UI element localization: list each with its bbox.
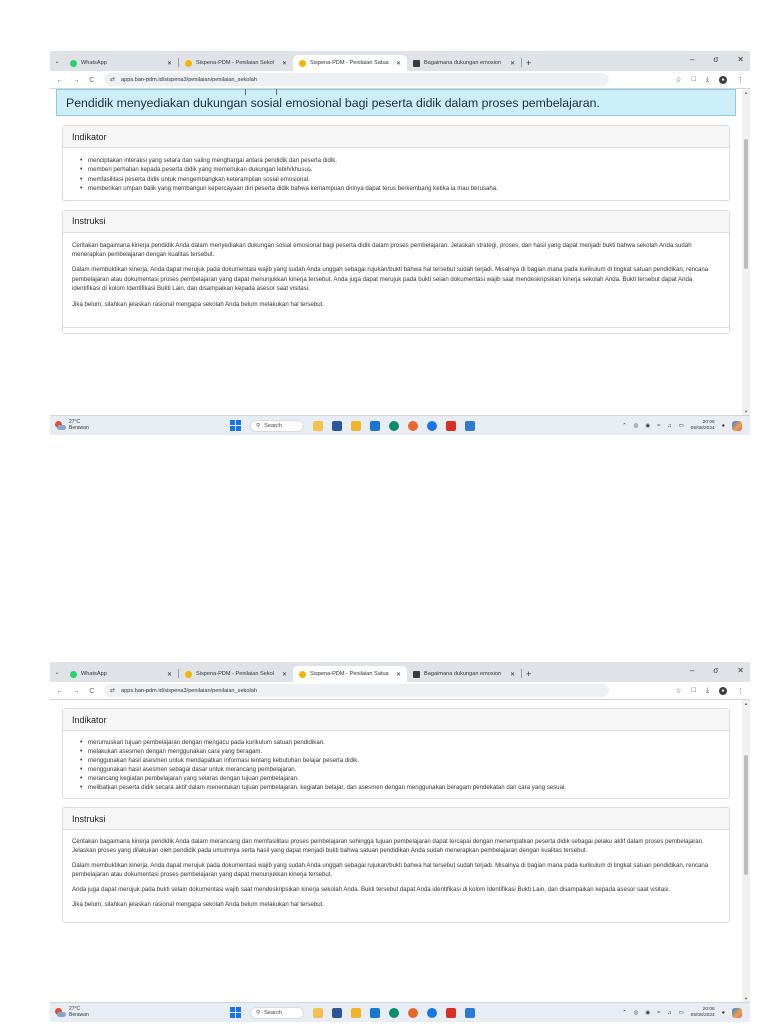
tab-close-icon[interactable]: ✕ xyxy=(166,671,172,678)
tab-title: Bagaimana dukungan emosion xyxy=(424,671,502,677)
list-item: • memberikan umpan balik yang membangun kepercayaan diri peserta didik bahwa kemampuan dirinya dapat terus berkembang ketika ia mau berusaha. xyxy=(80,184,720,193)
download-icon[interactable]: ⤓ xyxy=(705,686,709,694)
start-icon[interactable] xyxy=(230,1007,241,1018)
address-bar xyxy=(50,71,750,89)
tab-close-icon[interactable]: ✕ xyxy=(166,60,172,67)
restore-icon[interactable]: σ xyxy=(713,55,719,64)
list-item: • melakukan asesmen dengan menggunakan cara yang beragam. xyxy=(80,748,720,757)
back-icon[interactable]: ← xyxy=(56,686,64,695)
tab-close-icon[interactable]: ✕ xyxy=(509,60,515,67)
scroll-down-icon[interactable]: ▼ xyxy=(744,409,748,414)
scroll-thumb[interactable] xyxy=(744,139,748,269)
temperature: 27°C xyxy=(69,1006,81,1012)
taskbar-search[interactable] xyxy=(250,420,304,432)
back-icon[interactable]: ← xyxy=(56,75,64,84)
instruction-paragraph: Jika belum, silahkan jelaskan rasional mengapa sekolah Anda belum melakukan hal tersebut. xyxy=(72,900,325,908)
tab-sispena-sekolah[interactable] xyxy=(179,666,293,682)
page-content xyxy=(62,89,730,334)
heading-text: Pendidik menyediakan dukungan sosial emosional bagi peserta didik dalam proses pembelajaran. xyxy=(66,95,600,110)
copilot-tab-icon xyxy=(413,60,420,67)
tab-title: Bagaimana dukungan emosion xyxy=(424,60,502,66)
card-title: Indikator xyxy=(63,126,729,148)
tab-title: Sispena-PDM - Penilaian Sekol xyxy=(196,60,275,66)
profile-avatar[interactable]: ● xyxy=(719,687,727,695)
system-tray xyxy=(622,1007,742,1019)
clock[interactable] xyxy=(691,420,715,432)
browser-window-1 xyxy=(50,51,750,435)
taskbar-widgets-icon[interactable] xyxy=(313,421,323,431)
date: 05/08/2024 xyxy=(690,1012,715,1018)
clock[interactable] xyxy=(691,1007,715,1019)
instruksi-card xyxy=(62,210,730,334)
teams-icon[interactable] xyxy=(370,421,380,431)
weather-desc: Berawan xyxy=(69,1011,89,1018)
extensions-icon[interactable]: □ xyxy=(691,76,696,83)
instruction-paragraph: Jika belum, silahkan jelaskan rasional mengapa sekolah Anda belum melakukan hal tersebut. xyxy=(72,300,325,308)
card-title: Instruksi xyxy=(63,808,729,830)
sispena-icon xyxy=(299,60,306,67)
list-item: • memfasilitasi peserta didik untuk mengembangkan keterampilan sosial emosional. xyxy=(80,175,720,184)
minimize-icon[interactable]: – xyxy=(689,666,695,675)
tray-app-icon[interactable]: ◎ xyxy=(633,422,639,429)
search-icon: ⚲ xyxy=(256,1009,261,1016)
list-item: • menggunakan hasil asesmen sebagai dasar untuk merancang pembelajaran. xyxy=(80,766,720,775)
url-field[interactable] xyxy=(104,684,609,697)
whatsapp-icon xyxy=(70,60,77,67)
pdf-reader-icon[interactable] xyxy=(446,421,456,431)
indikator-card xyxy=(62,708,730,799)
weather-widget[interactable] xyxy=(55,420,215,431)
card-title: Indikator xyxy=(63,709,729,731)
temperature: 27°C xyxy=(69,419,81,425)
wifi-icon[interactable]: ≈ xyxy=(657,1009,661,1016)
new-tab-button[interactable]: + xyxy=(526,669,532,679)
tab-title: Sispena-PDM - Penilaian Sekol xyxy=(196,671,275,677)
system-tray xyxy=(622,420,742,432)
card-divider xyxy=(63,327,729,333)
card-title: Instruksi xyxy=(63,211,729,233)
tab-close-icon[interactable]: ✕ xyxy=(281,671,287,678)
instruction-paragraph: Dalam membuktikan kinerja, Anda dapat merujuk pada dokumentasi wajib yang sudah Anda unggah sebagai rujukan/bukti bahwa hal tersebut sudah terjadi. Misalnya di bagian mana pada kurikulum di tingkat satuan pendidikan, rencana pembelajaran atau dokumentasi proses pembelajaran yang dapat menunjukkan kinerja tersebut. Anda juga dapat merujuk pada bukti selain dokumentasi wajib saat mendeskripsikan kinerja sekolah Anda. Bukti tersebut dapat Anda identifikasi di kolom Identifikasi Bukti Lain, dan disampaikan kepada asesor saat visitasi. xyxy=(72,266,709,293)
taskbar-taskview-icon[interactable] xyxy=(332,421,342,431)
close-window-icon[interactable]: ✕ xyxy=(737,55,744,64)
chrome-icon[interactable] xyxy=(427,421,437,431)
word-icon[interactable] xyxy=(465,421,475,431)
store-icon[interactable] xyxy=(408,421,418,431)
kinerja-heading xyxy=(56,89,736,116)
page-viewport[interactable] xyxy=(50,89,750,415)
window-controls xyxy=(690,666,744,675)
taskbar-search[interactable] xyxy=(250,1007,304,1019)
tab-sispena-satuan[interactable] xyxy=(293,666,407,682)
list-item: • merancang kegiatan pembelajaran yang selaras dengan tujuan pembelajaran. xyxy=(80,775,720,784)
date: 05/08/2024 xyxy=(690,425,715,431)
edge-icon[interactable] xyxy=(389,1008,399,1018)
weather-cloud-icon xyxy=(55,421,66,431)
reload-icon[interactable]: C xyxy=(89,686,95,695)
scroll-thumb[interactable] xyxy=(744,755,748,875)
new-tab-button[interactable]: + xyxy=(526,58,532,68)
notification-bell-icon[interactable]: ● xyxy=(721,422,725,429)
scrollbar[interactable] xyxy=(742,89,750,415)
tab-search-icon[interactable]: ⌄ xyxy=(54,669,60,676)
weather-widget[interactable] xyxy=(55,1007,215,1018)
time: 20:06 xyxy=(702,1006,715,1012)
instruksi-card xyxy=(62,807,730,922)
chrome-icon[interactable] xyxy=(427,1008,437,1018)
windows-taskbar xyxy=(50,1002,750,1022)
window-controls xyxy=(690,55,744,64)
copilot-tab-icon xyxy=(413,671,420,678)
tab-whatsapp[interactable] xyxy=(64,666,178,682)
reload-icon[interactable]: C xyxy=(89,75,95,84)
list-item: • memberi perhatian kepada peserta didik yang memerlukan dukungan lebih/khusus. xyxy=(80,165,720,174)
browser-window-2 xyxy=(50,662,750,1022)
taskbar-widgets-icon[interactable] xyxy=(313,1008,323,1018)
word-icon[interactable] xyxy=(465,1008,475,1018)
tab-whatsapp[interactable] xyxy=(64,55,178,71)
teams-icon[interactable] xyxy=(370,1008,380,1018)
tab-title: WhatsApp xyxy=(81,60,107,66)
weather-desc: Berawan xyxy=(69,424,89,431)
weather-cloud-icon xyxy=(55,1008,66,1018)
search-icon: ⚲ xyxy=(256,422,261,429)
page-content xyxy=(62,708,730,923)
tab-strip xyxy=(50,51,750,71)
tab-bagaimana[interactable] xyxy=(407,666,521,682)
tab-search-icon[interactable]: ⌄ xyxy=(54,58,60,65)
search-label: Search xyxy=(264,422,282,429)
list-item: • melibatkan peserta didik secara aktif dalam menentukan tujuan pembelajaran, kegiatan belajar, dan asesmen dengan menggunakan beragam pendekatan dan cara yang sesuai. xyxy=(80,784,720,793)
scrollbar[interactable] xyxy=(742,700,750,1002)
tray-security-icon[interactable]: ◉ xyxy=(645,422,651,429)
start-icon[interactable] xyxy=(230,420,241,431)
pdf-reader-icon[interactable] xyxy=(446,1008,456,1018)
search-label: Search xyxy=(264,1009,282,1016)
windows-taskbar xyxy=(50,415,750,435)
tab-close-icon[interactable]: ✕ xyxy=(509,671,515,678)
indikator-list xyxy=(72,156,720,194)
notification-bell-icon[interactable]: ● xyxy=(721,1009,725,1016)
list-item: • merumuskan tujuan pembelajaran dengan mengacu pada kurikulum satuan pendidikan. xyxy=(80,739,720,748)
indikator-card xyxy=(62,125,730,201)
tab-close-icon[interactable]: ✕ xyxy=(281,60,287,67)
instruction-paragraph: Ceritakan bagaimana kinerja pendidik Anda dalam menyediakan dukungan sosial emosional bagi peserta didik dalam proses pembelajaran. Jelaskan strategi, proses, dan hasil yang dapat menjadi bukti bahwa sekolah Anda sudah menerapkan pembelajaran dengan kualitas tersebut. xyxy=(72,241,692,259)
store-icon[interactable] xyxy=(408,1008,418,1018)
volume-icon[interactable]: ♫ xyxy=(667,1009,672,1016)
time: 20:06 xyxy=(702,419,715,425)
file-explorer-icon[interactable] xyxy=(351,1008,361,1018)
scroll-down-icon[interactable]: ▼ xyxy=(744,996,748,1001)
wifi-icon[interactable]: ≈ xyxy=(657,422,661,429)
scroll-up-icon[interactable]: ▲ xyxy=(744,90,748,95)
battery-icon[interactable]: ▭ xyxy=(678,422,684,429)
site-settings-icon[interactable]: ⇄ xyxy=(110,688,116,694)
whatsapp-icon xyxy=(70,671,77,678)
copilot-icon[interactable] xyxy=(732,421,742,431)
url-text: apps.ban-pdm.id/sispena3/penilaian/penilaian_sekolah xyxy=(121,76,257,83)
profile-avatar[interactable]: ● xyxy=(719,76,727,84)
url-text: apps.ban-pdm.id/sispena3/penilaian/penilaian_sekolah xyxy=(121,687,257,694)
forward-icon[interactable]: → xyxy=(72,75,80,84)
sispena-icon xyxy=(185,671,192,678)
chevron-up-icon[interactable]: ⌃ xyxy=(622,422,627,429)
instruction-paragraph: Ceritakan bagaimana kinerja pendidik Anda dalam merancang dan memfasilitasi proses pembelajaran sehingga tujuan pembelajaran dapat tercapai dengan menempatkan peserta didik sebagai pelaku aktif dalam proses pembelajaran. Jelaskan proses yang dilakukan oleh pendidik pada umumnya serta hasil yang dapat menjadi bukti bahwa satuan pendidikan Anda sudah menerapkan pembelajaran dengan kualitas tersebut. xyxy=(72,838,704,855)
chevron-up-icon[interactable]: ⌃ xyxy=(622,1009,627,1016)
address-bar xyxy=(50,682,750,700)
sispena-icon xyxy=(185,60,192,67)
bookmark-star-icon[interactable]: ☆ xyxy=(675,687,682,695)
instruction-paragraph: Anda juga dapat merujuk pada bukti selain dokumentasi wajib saat mendeskripsikan kinerja sekolah Anda. Bukti tersebut dapat Anda identifikasi di kolom Identifikasi Bukti Lain, dan disampaikan kepada asesor saat visitasi. xyxy=(72,886,671,894)
tab-sispena-satuan[interactable] xyxy=(293,55,407,71)
tab-sispena-sekolah[interactable] xyxy=(179,55,293,71)
page-viewport[interactable] xyxy=(50,700,750,1002)
menu-icon[interactable]: ⋮ xyxy=(737,687,744,695)
tab-strip xyxy=(50,662,750,682)
file-explorer-icon[interactable] xyxy=(351,421,361,431)
tray-app-icon[interactable]: ◎ xyxy=(633,1009,639,1016)
tab-bagaimana[interactable] xyxy=(407,55,521,71)
url-field[interactable] xyxy=(104,73,609,86)
copilot-icon[interactable] xyxy=(732,1008,742,1018)
tab-title: WhatsApp xyxy=(81,671,107,677)
taskbar-taskview-icon[interactable] xyxy=(332,1008,342,1018)
edge-icon[interactable] xyxy=(389,421,399,431)
site-settings-icon[interactable]: ⇄ xyxy=(110,77,116,83)
instruction-paragraph: Dalam membuktikan kinerja, Anda dapat merujuk pada dokumentasi wajib yang sudah Anda unggah sebagai rujukan/bukti bahwa hal tersebut sudah terjadi. Misalnya di bagian mana pada kurikulum di tingkat satuan pendidikan, rencana pembelajaran atau dokumentasi proses pembelajaran yang dapat menunjukkan kinerja tersebut. xyxy=(72,862,709,879)
download-icon[interactable]: ⤓ xyxy=(705,75,709,83)
minimize-icon[interactable]: – xyxy=(689,55,695,64)
list-item: • menciptakan interaksi yang setara dan saling menghargai antara pendidik dan peserta didik. xyxy=(80,156,720,165)
indikator-list xyxy=(72,739,720,792)
menu-icon[interactable]: ⋮ xyxy=(737,76,744,84)
battery-icon[interactable]: ▭ xyxy=(678,1009,684,1016)
bookmark-star-icon[interactable]: ☆ xyxy=(675,76,682,84)
tray-security-icon[interactable]: ◉ xyxy=(645,1009,651,1016)
forward-icon[interactable]: → xyxy=(72,686,80,695)
tab-close-icon[interactable]: ✕ xyxy=(395,671,401,678)
extensions-icon[interactable]: □ xyxy=(691,687,696,694)
scroll-up-icon[interactable]: ▲ xyxy=(744,701,748,706)
sispena-icon xyxy=(299,671,306,678)
tab-title: Sispena-PDM - Penilaian Satua xyxy=(310,60,389,66)
list-item: • menggunakan hasil asesmen untuk mendapatkan informasi tentang kebutuhan belajar peserta didik. xyxy=(80,757,720,766)
close-window-icon[interactable]: ✕ xyxy=(737,666,744,675)
volume-icon[interactable]: ♫ xyxy=(667,422,672,429)
tab-title: Sispena-PDM - Penilaian Satua xyxy=(310,671,389,677)
tab-close-icon[interactable]: ✕ xyxy=(395,60,401,67)
restore-icon[interactable]: σ xyxy=(713,666,719,675)
